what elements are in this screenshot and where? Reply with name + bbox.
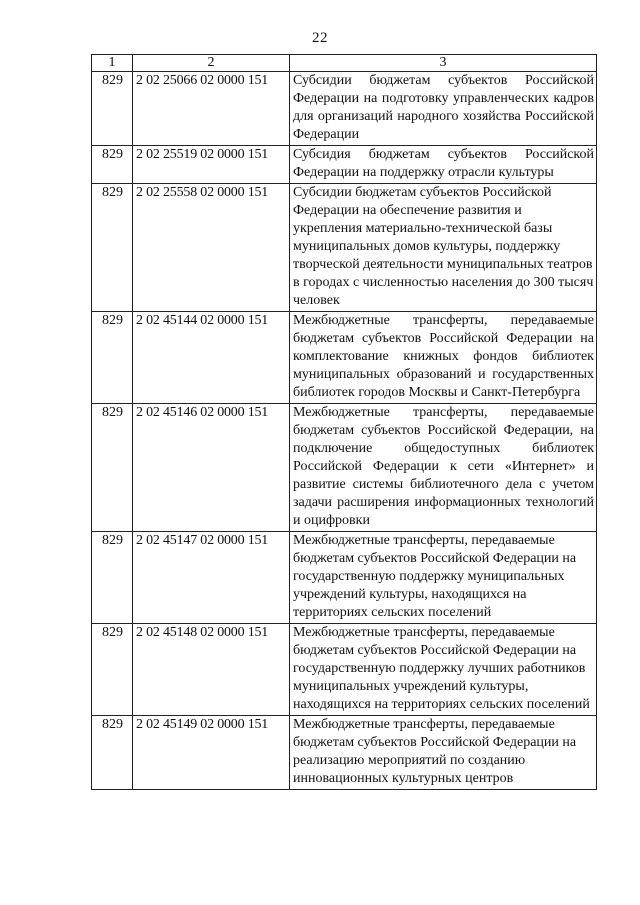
admin-code-cell: 829 <box>92 72 133 146</box>
admin-code-cell: 829 <box>92 624 133 716</box>
column-header-3: 3 <box>290 55 597 72</box>
description-cell: Субсидии бюджетам субъектов Российской Федерации на обеспечение развития и укрепления материально-технической базы муниципальных домов культуры, поддержку творческой деятельности муниципальных театров в городах с численностью населения до 300 тысяч человек <box>290 184 597 312</box>
budget-code-cell: 2 02 45149 02 0000 151 <box>133 716 290 790</box>
admin-code-cell: 829 <box>92 184 133 312</box>
budget-code-cell: 2 02 45147 02 0000 151 <box>133 532 290 624</box>
budget-classification-table <box>91 54 597 790</box>
description-cell: Межбюджетные трансферты, передаваемые бюджетам субъектов Российской Федерации на комплектование книжных фондов библиотек муниципальных образований и государственных библиотек городов Москвы и Санкт-Петербурга <box>290 312 597 404</box>
description-cell: Межбюджетные трансферты, передаваемые бюджетам субъектов Российской Федерации, на подключение общедоступных библиотек Российской Федерации к сети «Интернет» и развитие системы библиотечного дела с учетом задачи расширения информационных технологий и оцифровки <box>290 404 597 532</box>
table-row <box>92 184 597 312</box>
table-row <box>92 404 597 532</box>
column-header-1: 1 <box>92 55 133 72</box>
admin-code-cell: 829 <box>92 146 133 184</box>
table-row <box>92 716 597 790</box>
admin-code-cell: 829 <box>92 532 133 624</box>
page-number: 22 <box>312 30 328 46</box>
description-cell: Межбюджетные трансферты, передаваемые бюджетам субъектов Российской Федерации на государственную поддержку муниципальных учреждений культуры, находящихся на территориях сельских поселений <box>290 532 597 624</box>
table-row <box>92 72 597 146</box>
admin-code-cell: 829 <box>92 312 133 404</box>
column-header-2: 2 <box>133 55 290 72</box>
budget-code-cell: 2 02 25066 02 0000 151 <box>133 72 290 146</box>
description-cell: Межбюджетные трансферты, передаваемые бюджетам субъектов Российской Федерации на государственную поддержку лучших работников муниципальных учреждений культуры, находящихся на территориях сельских поселений <box>290 624 597 716</box>
budget-code-cell: 2 02 45144 02 0000 151 <box>133 312 290 404</box>
description-cell: Субсидии бюджетам субъектов Российской Федерации на подготовку управленческих кадров для организаций народного хозяйства Российской Федерации <box>290 72 597 146</box>
budget-code-cell: 2 02 45148 02 0000 151 <box>133 624 290 716</box>
admin-code-cell: 829 <box>92 404 133 532</box>
table-header-row <box>92 55 597 72</box>
table-row <box>92 312 597 404</box>
table-row <box>92 532 597 624</box>
admin-code-cell: 829 <box>92 716 133 790</box>
description-cell: Субсидия бюджетам субъектов Российской Федерации на поддержку отрасли культуры <box>290 146 597 184</box>
budget-code-cell: 2 02 25519 02 0000 151 <box>133 146 290 184</box>
table-row <box>92 146 597 184</box>
description-cell: Межбюджетные трансферты, передаваемые бюджетам субъектов Российской Федерации на реализацию мероприятий по созданию инновационных культурных центров <box>290 716 597 790</box>
budget-code-cell: 2 02 45146 02 0000 151 <box>133 404 290 532</box>
budget-code-cell: 2 02 25558 02 0000 151 <box>133 184 290 312</box>
table-row <box>92 624 597 716</box>
